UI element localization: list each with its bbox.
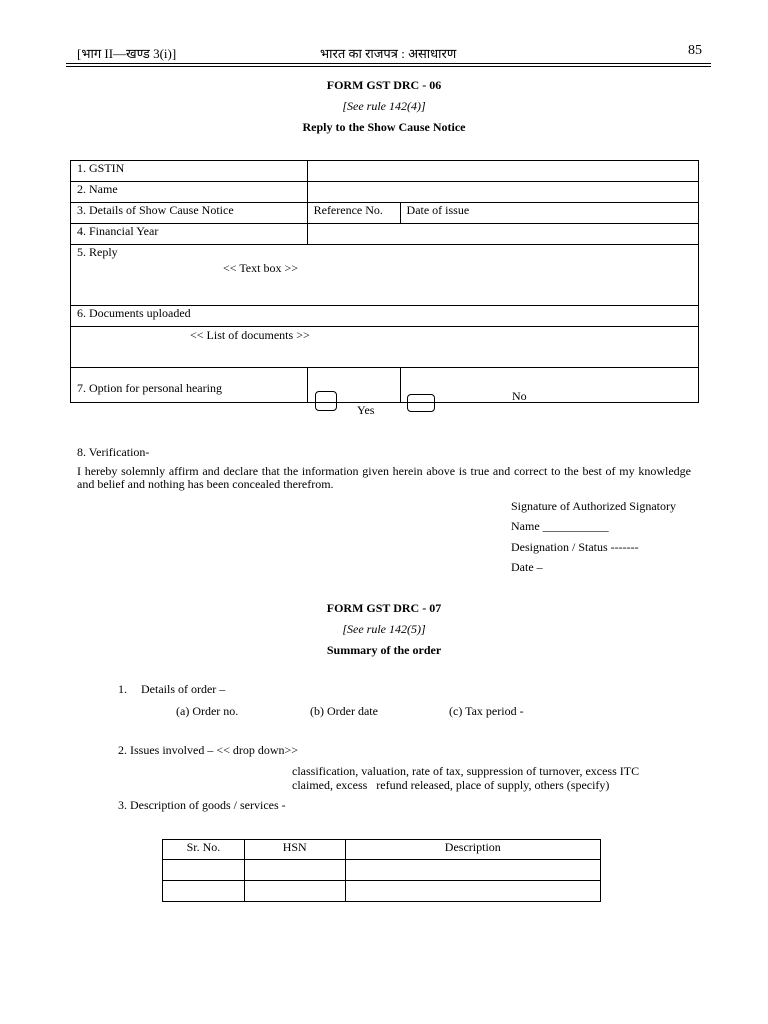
page-header-center: भारत का राजपत्र : असाधारण bbox=[320, 46, 457, 61]
table-cell bbox=[244, 881, 345, 902]
signature-designation: Designation / Status ------- bbox=[511, 540, 639, 554]
page-header-left: [भाग II—खण्ड 3(i)] bbox=[77, 46, 177, 61]
tax-period-label: (c) Tax period - bbox=[449, 704, 524, 718]
date-of-issue-label: Date of issue bbox=[400, 203, 698, 224]
verification-text: I hereby solemnly affirm and declare that the information given herein above is true and correct to the best of my knowledge and belief and nothing has been concealed therefrom. bbox=[77, 464, 691, 491]
table-row bbox=[163, 881, 601, 902]
details-number: 1. bbox=[118, 682, 127, 696]
form-drc06-subtitle: Reply to the Show Cause Notice bbox=[302, 120, 466, 134]
reply-label: 5. Reply bbox=[77, 245, 118, 259]
hearing-label: 7. Option for personal hearing bbox=[71, 368, 308, 403]
reply-text-box: << Text box >> bbox=[223, 261, 299, 275]
table-cell bbox=[163, 860, 245, 881]
issues-label: 2. Issues involved – << drop down>> bbox=[118, 743, 299, 757]
form-drc07-title: FORM GST DRC - 07 bbox=[326, 601, 442, 615]
scn-label: 3. Details of Show Cause Notice bbox=[71, 203, 308, 224]
hearing-yes-checkbox[interactable] bbox=[315, 391, 337, 411]
issues-line-2: claimed, excess refund released, place of supply, others (specify) bbox=[292, 778, 610, 792]
documents-label: 6. Documents uploaded bbox=[71, 306, 699, 327]
table-cell bbox=[244, 860, 345, 881]
hearing-no-checkbox[interactable] bbox=[407, 394, 435, 412]
description-label: 3. Description of goods / services - bbox=[118, 798, 286, 812]
signature-date: Date – bbox=[511, 560, 543, 574]
form-drc07-rule: [See rule 142(5)] bbox=[342, 622, 426, 636]
page-number: 85 bbox=[688, 43, 702, 58]
gstin-field bbox=[307, 161, 698, 182]
financial-year-field bbox=[307, 224, 698, 245]
header-rule-bottom bbox=[66, 66, 711, 67]
issues-line-1: classification, valuation, rate of tax, suppression of turnover, excess ITC bbox=[292, 764, 640, 778]
drc06-form-table bbox=[70, 160, 699, 403]
gstin-label: 1. GSTIN bbox=[71, 161, 308, 182]
table-cell bbox=[345, 860, 600, 881]
form-drc06-title: FORM GST DRC - 06 bbox=[326, 78, 442, 92]
documents-list: << List of documents >> bbox=[190, 328, 310, 342]
form-drc07-subtitle: Summary of the order bbox=[326, 643, 442, 657]
form-drc06-rule: [See rule 142(4)] bbox=[342, 99, 426, 113]
details-label: Details of order – bbox=[141, 682, 226, 696]
table-row bbox=[163, 860, 601, 881]
signature-title: Signature of Authorized Signatory bbox=[511, 499, 676, 513]
reply-cell bbox=[71, 245, 699, 306]
order-no-label: (a) Order no. bbox=[176, 704, 239, 718]
name-label: 2. Name bbox=[71, 182, 308, 203]
verification-heading: 8. Verification- bbox=[77, 445, 150, 459]
table-cell bbox=[345, 881, 600, 902]
documents-list-cell bbox=[71, 327, 699, 368]
header-sr-no: Sr. No. bbox=[163, 840, 245, 860]
header-hsn: HSN bbox=[244, 840, 345, 860]
name-field bbox=[307, 182, 698, 203]
hearing-yes-label: Yes bbox=[357, 403, 375, 417]
header-description: Description bbox=[345, 840, 600, 860]
goods-services-table bbox=[162, 839, 601, 902]
order-date-label: (b) Order date bbox=[310, 704, 378, 718]
reference-no-label: Reference No. bbox=[307, 203, 400, 224]
financial-year-label: 4. Financial Year bbox=[71, 224, 308, 245]
table-cell bbox=[163, 881, 245, 902]
signature-name: Name ___________ bbox=[511, 519, 609, 533]
header-rule-top bbox=[66, 63, 711, 64]
hearing-no-cell bbox=[400, 368, 698, 403]
hearing-no-label: No bbox=[512, 389, 527, 403]
